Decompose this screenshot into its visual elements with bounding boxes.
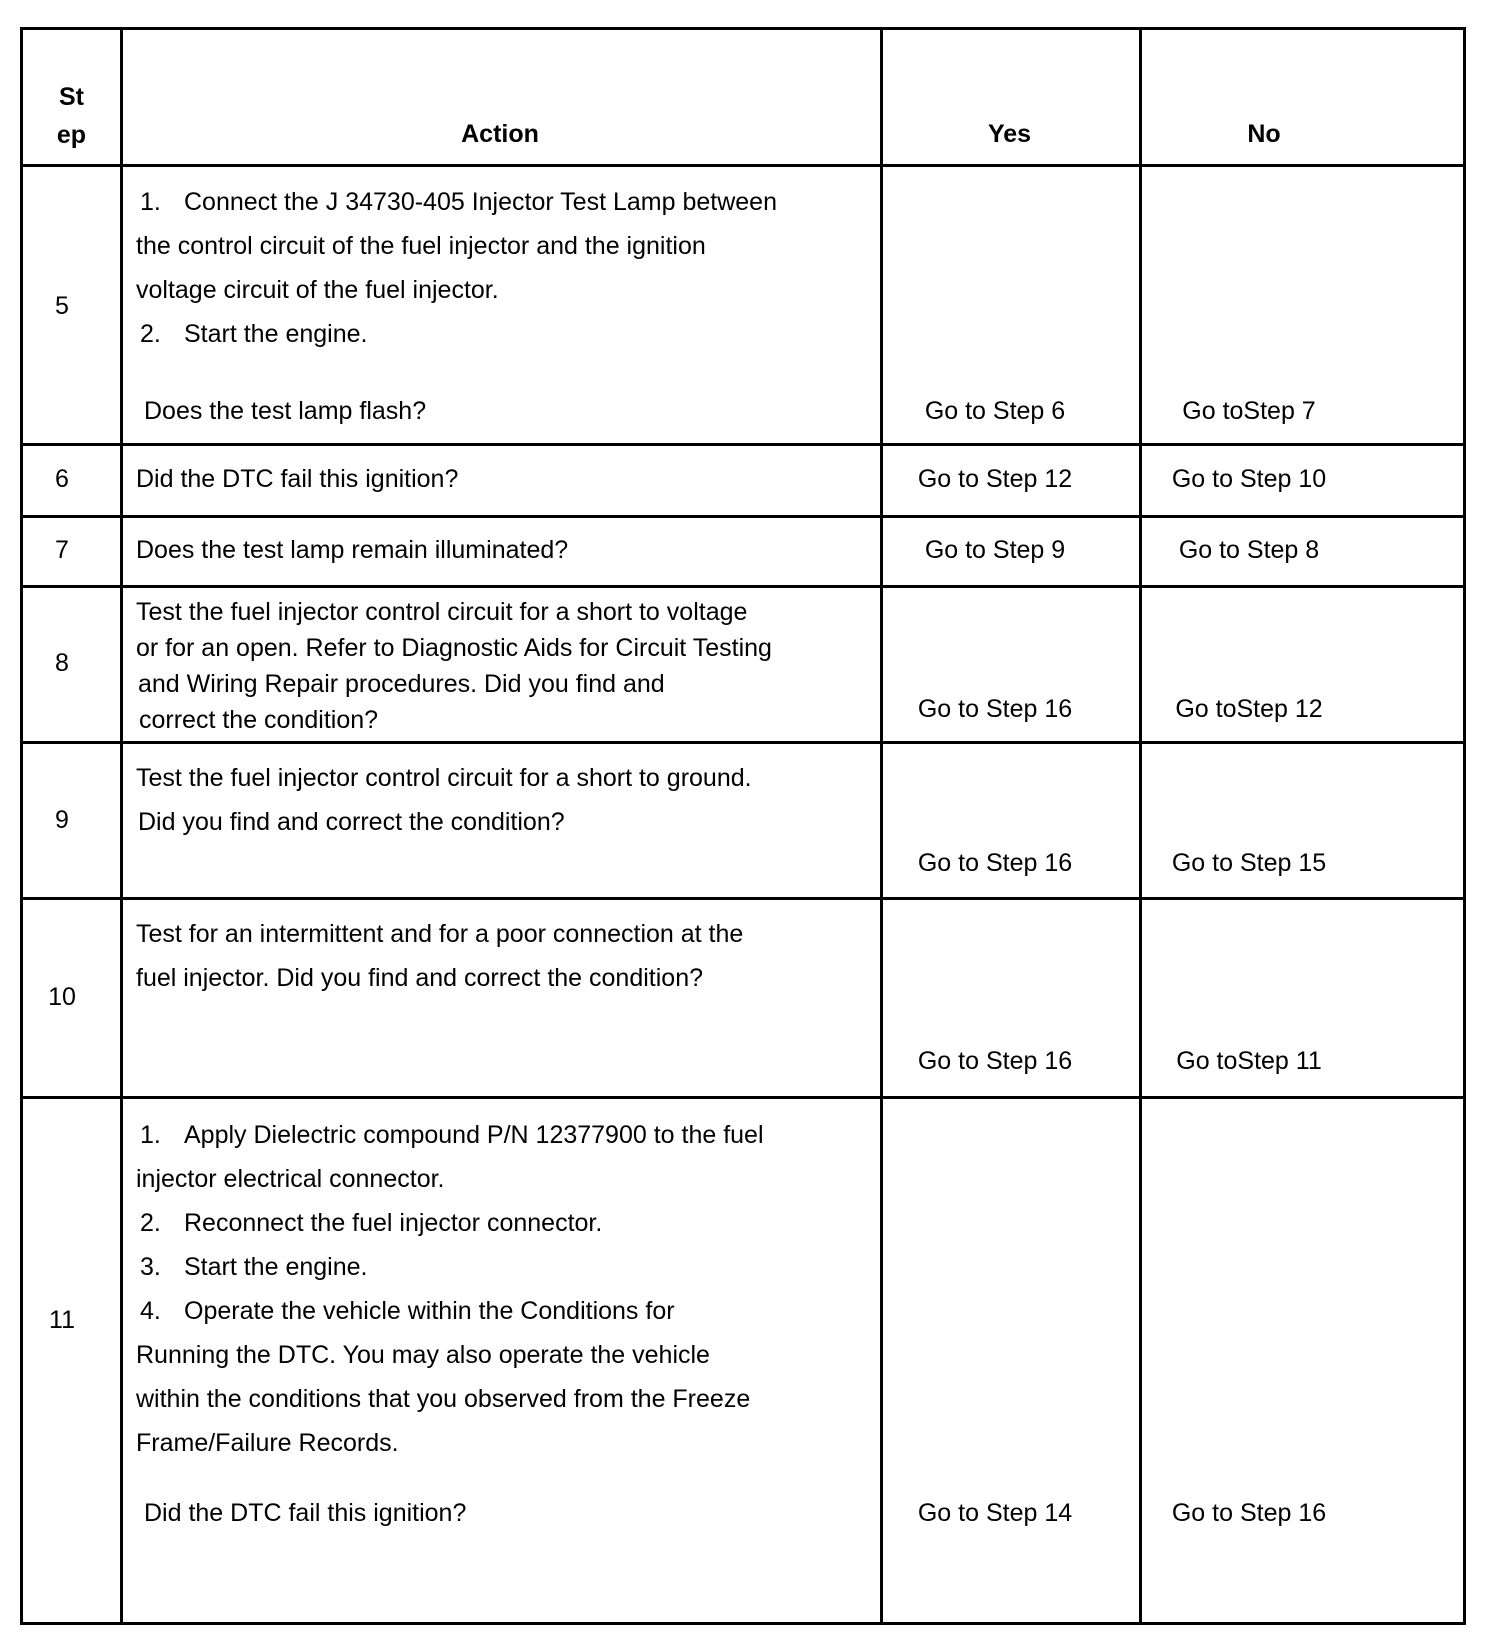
action-line: correct the condition?: [139, 706, 379, 734]
header-step-line2: ep: [56, 121, 87, 149]
no-link[interactable]: Go to Step 15: [1171, 849, 1327, 877]
action-question: Does the test lamp flash?: [144, 397, 427, 425]
action-line: injector electrical connector.: [136, 1165, 445, 1193]
no-link[interactable]: Go to Step 16: [1171, 1499, 1327, 1527]
row-divider: [23, 585, 1463, 588]
action-line: fuel injector. Did you find and correct the condition?: [136, 964, 704, 992]
action-line: and Wiring Repair procedures. Did you find and: [138, 670, 665, 698]
action-line: Frame/Failure Records.: [136, 1429, 399, 1457]
step-number: 8: [55, 649, 69, 677]
column-divider: [120, 30, 123, 1622]
no-link[interactable]: Go toStep 11: [1176, 1047, 1322, 1075]
no-link[interactable]: Go toStep 7: [1182, 397, 1316, 425]
action-line: Did you find and correct the condition?: [138, 808, 565, 836]
action-text: [136, 594, 772, 738]
header-step-line1: St: [59, 83, 84, 111]
diagnostic-table: [20, 27, 1466, 1625]
yes-link[interactable]: Go to Step 9: [924, 536, 1066, 564]
step-number: 11: [49, 1306, 75, 1334]
action-line: Running the DTC. You may also operate the vehicle: [136, 1341, 710, 1369]
action-line: Did the DTC fail this ignition?: [136, 465, 459, 493]
row-divider: [23, 897, 1463, 900]
action-line: Test the fuel injector control circuit for a short to ground.: [136, 764, 752, 792]
step-number: 6: [55, 465, 69, 493]
no-link[interactable]: Go toStep 12: [1175, 695, 1323, 723]
action-line: 1. Apply Dielectric compound P/N 12377900 to the fuel: [140, 1121, 764, 1149]
step-number: 10: [48, 983, 76, 1011]
action-line: or for an open. Refer to Diagnostic Aids for Circuit Testing: [136, 634, 772, 662]
step-number: 9: [55, 806, 69, 834]
row-divider: [23, 741, 1463, 744]
row-divider: [23, 515, 1463, 518]
action-text: [136, 180, 777, 356]
step-number: 7: [55, 536, 69, 564]
header-no: No: [1247, 120, 1281, 148]
yes-link[interactable]: Go to Step 16: [917, 695, 1073, 723]
action-line: the control circuit of the fuel injector and the ignition: [136, 232, 706, 260]
action-line: 1. Connect the J 34730-405 Injector Test Lamp between: [140, 188, 777, 216]
yes-link[interactable]: Go to Step 14: [917, 1499, 1073, 1527]
action-line: 4. Operate the vehicle within the Conditions for: [140, 1297, 675, 1325]
yes-link[interactable]: Go to Step 12: [917, 465, 1073, 493]
column-divider: [880, 30, 883, 1622]
action-text: [136, 1113, 764, 1465]
action-line: within the conditions that you observed from the Freeze: [136, 1385, 751, 1413]
action-line: voltage circuit of the fuel injector.: [136, 276, 499, 304]
yes-link[interactable]: Go to Step 16: [917, 849, 1073, 877]
header-action: Action: [461, 120, 539, 148]
row-divider: [23, 443, 1463, 446]
no-link[interactable]: Go to Step 10: [1171, 465, 1327, 493]
action-question: Did the DTC fail this ignition?: [144, 1499, 467, 1527]
row-divider: [23, 164, 1463, 167]
header-yes: Yes: [987, 120, 1032, 148]
step-number: 5: [55, 292, 69, 320]
action-text: [136, 912, 743, 1000]
yes-link[interactable]: Go to Step 6: [924, 397, 1066, 425]
action-line: Does the test lamp remain illuminated?: [136, 536, 569, 564]
yes-link[interactable]: Go to Step 16: [917, 1047, 1073, 1075]
action-text: [136, 756, 752, 844]
row-divider: [23, 1096, 1463, 1099]
action-line: Test for an intermittent and for a poor connection at the: [136, 920, 744, 948]
no-link[interactable]: Go to Step 8: [1178, 536, 1320, 564]
action-line: 2. Start the engine.: [140, 320, 368, 348]
action-line: 2. Reconnect the fuel injector connector.: [140, 1209, 603, 1237]
header-step: [23, 78, 120, 154]
action-line: Test the fuel injector control circuit for a short to voltage: [136, 598, 748, 626]
action-line: 3. Start the engine.: [140, 1253, 368, 1281]
column-divider: [1139, 30, 1142, 1622]
